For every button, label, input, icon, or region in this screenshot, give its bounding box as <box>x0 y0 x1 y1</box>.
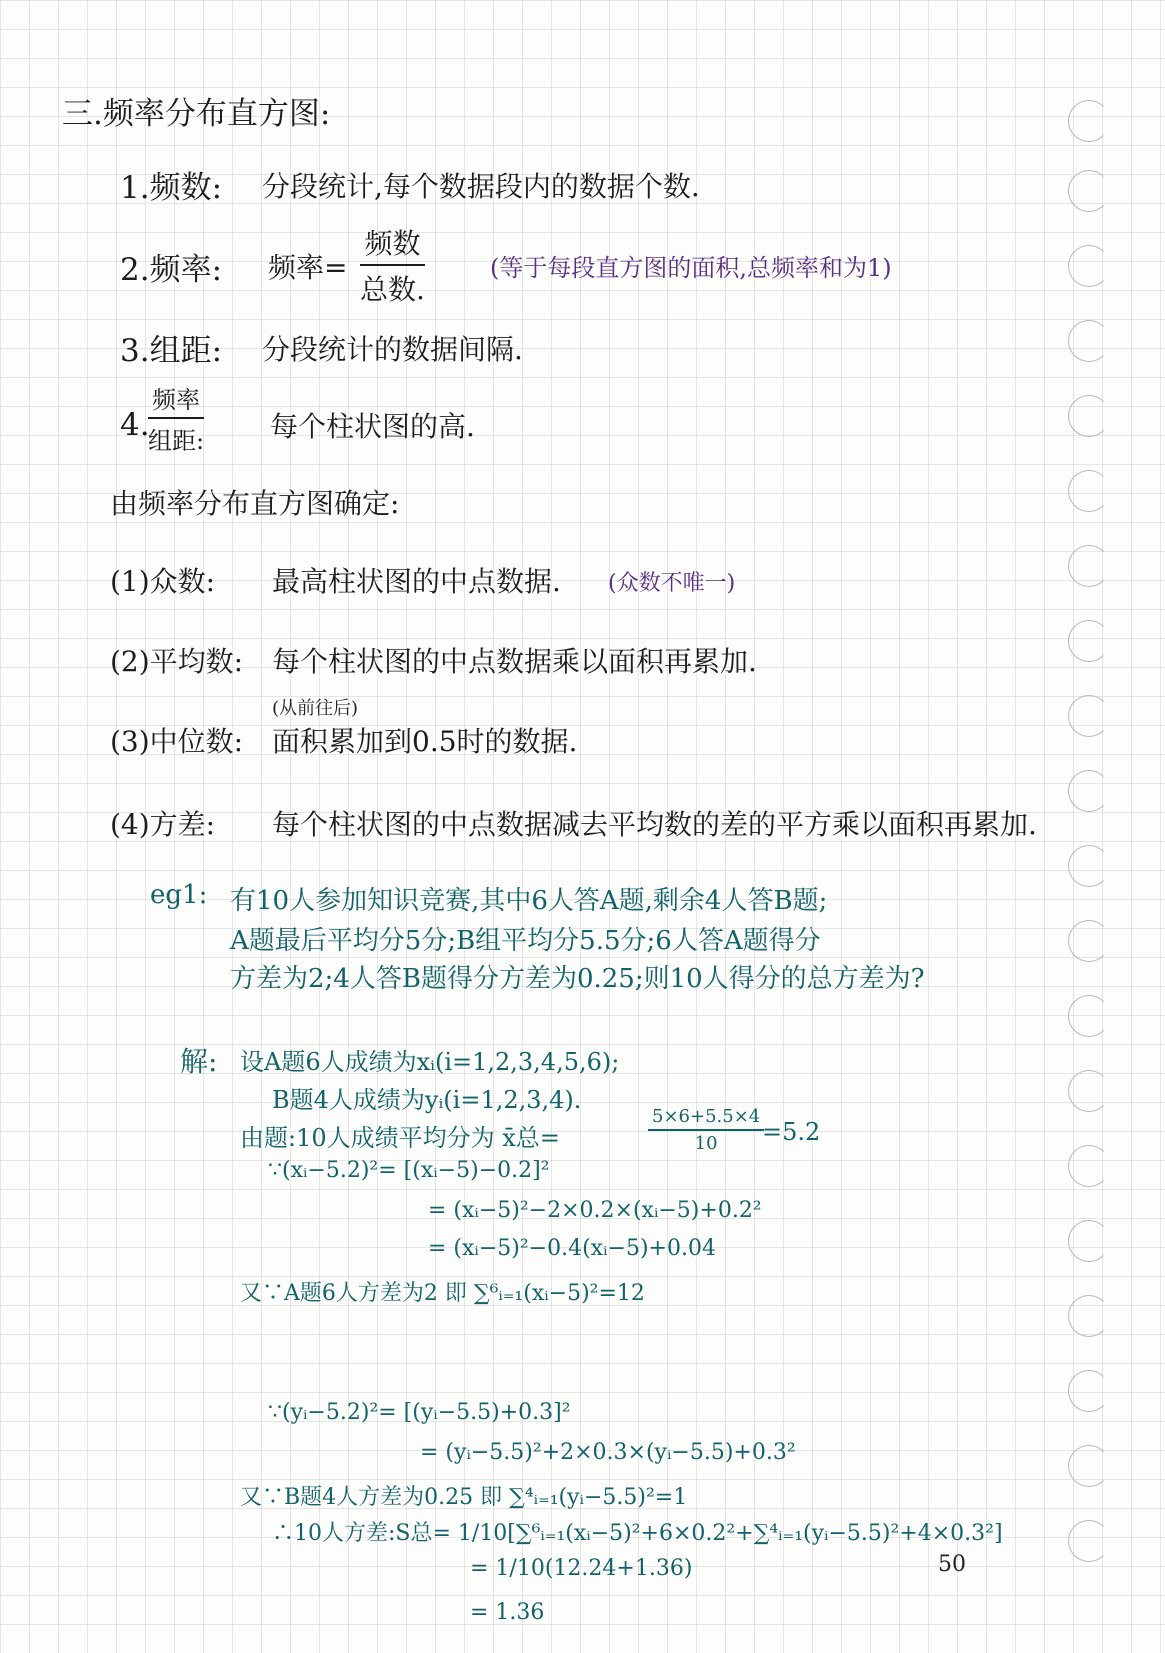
example-label: eg1: <box>150 880 208 910</box>
solution-step-5: ∵(yᵢ−5.2)²= [(yᵢ−5.5)+0.3]² <box>268 1400 571 1425</box>
property-text-mode: 最高柱状图的中点数据. <box>272 565 561 598</box>
property-annotation-median: (从前往后) <box>272 698 359 719</box>
solution-step-10: = 1.36 <box>470 1600 545 1625</box>
binder-ring <box>1068 170 1110 212</box>
property-label-variance: (4)方差: <box>110 808 216 841</box>
solution-step-3: = (xᵢ−5)²−0.4(xᵢ−5)+0.04 <box>428 1236 716 1261</box>
binder-ring <box>1068 470 1110 512</box>
solution-line-3-suffix: =5.2 <box>762 1118 821 1146</box>
property-text-variance: 每个柱状图的中点数据减去平均数的差的平方乘以面积再累加. <box>272 808 1037 841</box>
example-line-3: 方差为2;4人答B题得分方差为0.25;则10人得分的总方差为? <box>230 964 925 994</box>
solution-line-2: B题4人成绩为yᵢ(i=1,2,3,4). <box>272 1086 582 1114</box>
binder-ring <box>1068 1070 1110 1112</box>
frequency-formula-fraction <box>360 222 425 308</box>
example-line-1: 有10人参加知识竞赛,其中6人答A题,剩余4人答B题; <box>230 886 828 916</box>
definition-label-4-prefix: 4. <box>120 407 150 443</box>
mean-denominator: 10 <box>694 1133 718 1154</box>
solution-step-8: ∴10人方差:S总= 1/10[∑⁶ᵢ₌₁(xᵢ−5)²+6×0.2²+∑⁴ᵢ₌₁(yᵢ−5.5)²+4×0.3²] <box>272 1521 1003 1546</box>
definition-text-class-width: 分段统计的数据间隔. <box>262 333 523 366</box>
page-title: 三.频率分布直方图: <box>62 96 331 132</box>
solution-step-9: = 1/10(12.24+1.36) <box>470 1556 693 1581</box>
binder-ring <box>1068 695 1110 737</box>
frequency-per-width-denominator: 组距: <box>148 427 205 455</box>
frequency-per-width-fraction <box>148 380 204 456</box>
binder-ring <box>1068 1295 1110 1337</box>
binder-ring <box>1068 1145 1110 1187</box>
binder-ring <box>1068 545 1110 587</box>
binder-ring <box>1068 245 1110 287</box>
frequency-note: (等于每段直方图的面积,总频率和为1) <box>490 254 892 282</box>
section-heading: 由频率分布直方图确定: <box>110 487 400 520</box>
solution-step-4: 又∵A题6人方差为2 即 ∑⁶ᵢ₌₁(xᵢ−5)²=12 <box>240 1281 645 1306</box>
property-label-mean: (2)平均数: <box>110 645 244 678</box>
solution-step-1: ∵(xᵢ−5.2)²= [(xᵢ−5)−0.2]² <box>268 1158 550 1183</box>
binder-ring <box>1068 320 1110 362</box>
binder-ring <box>1068 995 1110 1037</box>
solution-label: 解: <box>180 1045 218 1078</box>
property-text-mean: 每个柱状图的中点数据乘以面积再累加. <box>272 645 757 678</box>
binder-ring <box>1068 920 1110 962</box>
binder-ring <box>1068 845 1110 887</box>
property-label-median: (3)中位数: <box>110 725 244 758</box>
solution-step-6: = (yᵢ−5.5)²+2×0.3×(yᵢ−5.5)+0.3² <box>420 1440 796 1465</box>
definition-label-frequency-rate: 2.频率: <box>120 252 223 288</box>
solution-line-3-prefix: 由题:10人成绩平均分为 x̄总= <box>240 1124 560 1152</box>
solution-step-7: 又∵B题4人方差为0.25 即 ∑⁴ᵢ₌₁(yᵢ−5.5)²=1 <box>240 1485 688 1510</box>
property-note-mode: (众数不唯一) <box>608 571 736 596</box>
frequency-formula-numerator: 频数 <box>360 222 425 266</box>
mean-fraction <box>648 1106 764 1154</box>
definition-text-frequency-count: 分段统计,每个数据段内的数据个数. <box>262 170 700 203</box>
mean-numerator: 5×6+5.5×4 <box>648 1106 764 1131</box>
property-text-median: 面积累加到0.5时的数据. <box>272 725 578 758</box>
definition-text-bar-height: 每个柱状图的高. <box>270 410 475 443</box>
solution-step-2: = (xᵢ−5)²−2×0.2×(xᵢ−5)+0.2² <box>428 1198 762 1223</box>
definition-label-class-width: 3.组距: <box>120 333 223 369</box>
binder-ring <box>1068 1445 1110 1487</box>
frequency-per-width-numerator: 频率 <box>148 380 204 419</box>
binder-ring <box>1068 1520 1110 1562</box>
binder-ring <box>1068 100 1110 142</box>
page-number: 50 <box>938 1552 966 1577</box>
solution-line-1: 设A题6人成绩为xᵢ(i=1,2,3,4,5,6); <box>240 1048 620 1076</box>
binder-ring <box>1068 770 1110 812</box>
example-line-2: A题最后平均分5分;B组平均分5.5分;6人答A题得分 <box>230 926 821 956</box>
frequency-formula-left: 频率= <box>268 251 348 284</box>
binder-ring <box>1068 1370 1110 1412</box>
binder-ring <box>1068 1220 1110 1262</box>
property-label-mode: (1)众数: <box>110 565 216 598</box>
frequency-formula-denominator: 总数. <box>360 273 425 306</box>
binder-ring <box>1068 620 1110 662</box>
definition-label-frequency-count: 1.频数: <box>120 170 223 206</box>
binder-ring <box>1068 395 1110 437</box>
